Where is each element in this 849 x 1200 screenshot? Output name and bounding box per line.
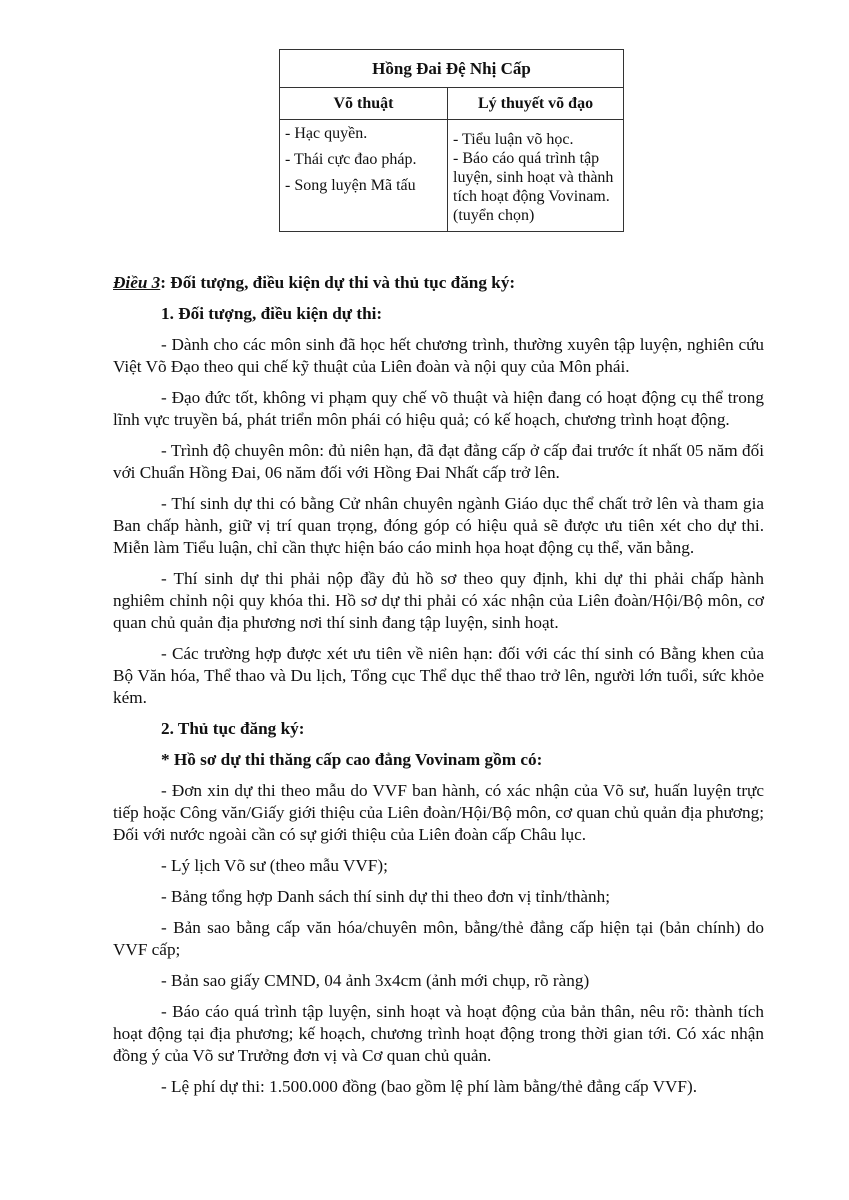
section-2-subheading: * Hồ sơ dự thi thăng cấp cao đẳng Vovinam gồm có: [161,750,543,769]
table-title-row [280,50,624,88]
theory-item: - Tiểu luận võ học. [453,131,574,148]
martial-arts-cell [280,120,448,232]
theory-cell [448,120,624,232]
section-2-heading: 2. Thủ tục đăng ký: [161,719,305,738]
table-row [280,120,624,232]
column-header-martial-arts: Võ thuật [280,88,448,120]
martial-arts-item: - Hạc quyền. [285,125,368,142]
paragraph: - Báo cáo quá trình tập luyện, sinh hoạt và hoạt động của bản thân, nêu rõ: thành tích hoạt động tại địa phương; kế hoạch, chương trình hoạt động trong thời gian tới. Có xác nhận đồng ý của Võ sư Trưởng đơn vị và Cơ quan chủ quản. [113,1002,764,1065]
paragraph: - Bảng tổng hợp Danh sách thí sinh dự thi theo đơn vị tỉnh/thành; [161,887,611,906]
table-title: Hồng Đai Đệ Nhị Cấp [280,50,624,88]
article-label: Điều 3 [113,273,161,292]
rank-requirements-table [279,49,624,232]
theory-item: - Báo cáo quá trình tập luyện, sinh hoạt và thành tích hoạt động Vovinam. (tuyển chọn) [453,150,614,224]
table-header-row [280,88,624,120]
paragraph: - Lệ phí dự thi: 1.500.000 đồng (bao gồm lệ phí làm bằng/thẻ đẳng cấp VVF). [161,1077,697,1096]
paragraph: - Đơn xin dự thi theo mẫu do VVF ban hành, có xác nhận của Võ sư, huấn luyện trực tiếp hoặc Công văn/Giấy giới thiệu của Liên đoàn/Hội/Bộ môn, cơ quan chủ quản địa phương; Đối với nước ngoài cần có sự giới thiệu của Liên đoàn cấp Châu lục. [113,781,764,844]
article-content [113,272,764,1107]
paragraph: - Trình độ chuyên môn: đủ niên hạn, đã đạt đẳng cấp ở cấp đai trước ít nhất 05 năm đối với Chuẩn Hồng Đai, 06 năm đối với Hồng Đai Nhất cấp trở lên. [113,441,764,482]
paragraph: - Bản sao bằng cấp văn hóa/chuyên môn, bằng/thẻ đẳng cấp hiện tại (bản chính) do VVF cấp; [113,918,764,959]
article-title: : Đối tượng, điều kiện dự thi và thủ tục đăng ký: [160,273,516,292]
paragraph: - Các trường hợp được xét ưu tiên về niên hạn: đối với các thí sinh có Bằng khen của Bộ Văn hóa, Thể thao và Du lịch, Tổng cục Thể dục thể thao trở lên, người lớn tuổi, sức khỏe kém. [113,644,764,707]
section-1-heading: 1. Đối tượng, điều kiện dự thi: [161,304,383,323]
paragraph: - Thí sinh dự thi phải nộp đầy đủ hồ sơ theo quy định, khi dự thi phải chấp hành nghiêm chỉnh nội quy khóa thi. Hồ sơ dự thi phải có xác nhận của Liên đoàn/Hội/Bộ môn, cơ quan chủ quản địa phương nơi thí sinh đang tập luyện, sinh hoạt. [113,569,764,632]
martial-arts-item: - Thái cực đao pháp. [285,151,417,168]
martial-arts-item: - Song luyện Mã tấu [285,177,416,194]
paragraph: - Lý lịch Võ sư (theo mẫu VVF); [161,856,388,875]
paragraph: - Bản sao giấy CMND, 04 ảnh 3x4cm (ảnh mới chụp, rõ ràng) [161,971,590,990]
article-heading [113,272,764,294]
paragraph: - Đạo đức tốt, không vi phạm quy chế võ thuật và hiện đang có hoạt động cụ thể trong lĩnh vực truyền bá, phát triển môn phái có hiệu quả; có kế hoạch, chương trình hoạt động. [113,388,764,429]
column-header-theory: Lý thuyết võ đạo [448,88,624,120]
paragraph: - Thí sinh dự thi có bằng Cử nhân chuyên ngành Giáo dục thể chất trở lên và tham gia Ban chấp hành, giữ vị trí quan trọng, đóng góp có hiệu quả sẽ được ưu tiên xét cho dự thi. Miễn làm Tiểu luận, chỉ cần thực hiện báo cáo minh họa hoạt động cụ thể, văn bằng. [113,494,764,557]
paragraph: - Dành cho các môn sinh đã học hết chương trình, thường xuyên tập luyện, nghiên cứu Việt Võ Đạo theo qui chế kỹ thuật của Liên đoàn và nội quy của Môn phái. [113,335,764,376]
